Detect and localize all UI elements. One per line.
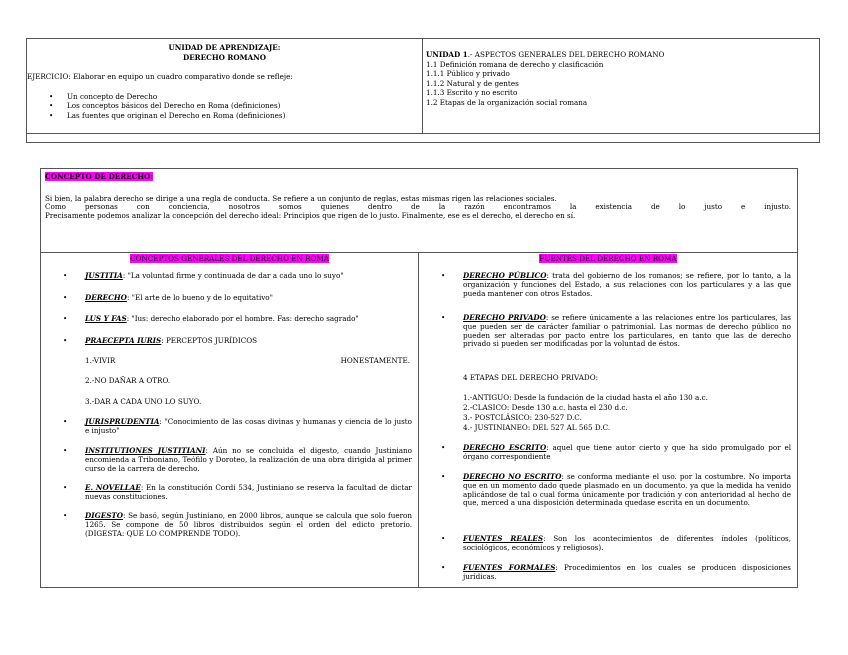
stages-title: 4 ETAPAS DEL DERECHO PRIVADO: <box>463 373 599 382</box>
stage: 1.-ANTIGUO: Desde la fundación de la ciudad hasta el año 130 a.c. <box>463 393 708 402</box>
stage: 3.- POSTCLÁSICO: 230-527 D.C. <box>463 413 582 422</box>
precept: 3.-DAR A CADA UNO LO SUYO. <box>85 397 202 406</box>
comparison-table <box>40 168 798 588</box>
topic: 1.1.2 Natural y de gentes <box>426 78 519 88</box>
precept: 1.-VIVIR <box>85 356 116 365</box>
exercise-list <box>27 92 422 121</box>
concept-line: Si bien, la palabra derecho se dirige a una regla de conducta. Se refiere a un conjunto de reglas, estas mismas rigen las relaciones sociales. <box>45 193 557 203</box>
left-heading: CONCEPTOS GENERALES DEL DERECHO EN ROMA <box>130 254 329 263</box>
stage: 2.-CLASICO: Desde 130 a.c. hasta el 230 d.c. <box>463 403 628 412</box>
precept: HONESTAMENTE. <box>340 356 410 365</box>
header-table <box>26 38 820 143</box>
right-column: FUENTES DEL DERECHO EN ROMA • DERECHO PÚBLICO: trata del gobierno de los romanos; se refiere, por lo tanto, a la organización y funciones del Estado, a sus relaciones con los particulares y a las que pueda mantener con otros Estados. • DERECHO PRIVADO: se refiere únicamente a las relaciones entre los particulares, las que pueden ser de carácter familiar o patrimonial. Las normas de derecho público no pueden ser alteradas por pacto entre los particulares, en tanto que las de derecho privado si pueden ser modificadas por la voluntad de éstos. 4 ETAPAS DEL DERECHO PRIVADO: 1.-ANTIGUO: Desde la fundación de la ciudad hasta el año 130 a.c. 2.-CLASICO: Desde 130 a.c. hasta el 230 d.c. 3.- POSTCLÁSICO: 230-527 D.C. 4.- JUSTINIANEO: DEL 527 AL 565 D.C. • DERECHO ESCRITO: aquel que tiene autor cierto y que ha sido promulgado por el órgano correspondiente • DERECHO NO ESCRITO: se conforma mediante el uso. por la costumbre. No importa que en un momento dado quede plasmado en un documento. ya que la medida ha venido aplicándose de tal o cual forma únicamente por tradición y con anterioridad al hecho de que, merced a una disposición determinada quedase escrita en un documento. • FUENTES REALES: Son los acontecimientos de diferentes índoles (políticos, sociológicos, económicos y religiosos). • FUENTES FORMALES: Procedimientos en los cuales se producen disposiciones jurídicas. <box>441 254 791 581</box>
concept-line: Como personas con conciencia, nosotros somos quienes dentro de la razón encontramos la existencia de lo justo e injusto. <box>45 202 791 212</box>
precept: 2.-NO DAÑAR A OTRO. <box>85 376 171 385</box>
right-heading: FUENTES DEL DERECHO EN ROMA <box>539 254 677 263</box>
topic: 1.2 Etapas de la organización social romana <box>426 97 588 107</box>
topic: 1.1.3 Escrito y no escrito <box>426 88 518 97</box>
topic: 1.1 Definición romana de derecho y clasificación <box>426 59 604 69</box>
list-item: • Los conceptos básicos del Derecho en Roma (definiciones) <box>27 101 422 111</box>
unit-title: UNIDAD DE APRENDIZAJE: <box>168 43 281 52</box>
unit-cell <box>27 39 423 133</box>
topics-cell <box>424 39 820 133</box>
list-item: • Un concepto de Derecho <box>27 92 422 102</box>
empty-row <box>27 133 819 144</box>
stage: 4.- JUSTINIANEO: DEL 527 AL 565 D.C. <box>463 423 611 432</box>
topic: 1.1.1 Público y privado <box>426 69 510 78</box>
concept-cell <box>41 169 797 253</box>
left-column: CONCEPTOS GENERALES DEL DERECHO EN ROMA • JUSTITIA: "La voluntad firme y continuada de dar a cada uno lo suyo" • DERECHO: "El arte de lo bueno y de lo equitativo" • LUS Y FAS: "Ius: derecho elaborado por el hombre. Fas: derecho sagrado" • PRAECEPTA IURIS: PERCEPTOS JURÍDICOS 1.-VIVIR HONESTAMENTE. 2.-NO DAÑAR A OTRO. 3.-DAR A CADA UNO LO SUYO. • JURISPRUDENTIA: "Conocimiento de las cosas divinas y humanas y ciencia de lo justo e injusto" • INSTITUTIONES JUSTITIANI: Aún no se concluida el digesto, cuando Justiniano encomienda a Triboniano, Teófilo y Doroteo, la realización de una obra dirigida al primer curso de la carrera de derecho. • E. NOVELLAE: En la constitución Cordi 534, Justiniano se reserva la facultad de dictar nuevas constituciones. • DIGESTO: Se basó, según Justiniano, en 2000 libros, aunque se calcula que solo fueron 1265. Se compone de 50 libros distribuidos según el orden del edicto pretorio. (DIGESTA: QUE LO COMPRENDE TODO). <box>41 253 419 587</box>
unit1-title: UNIDAD 1.- ASPECTOS GENERALES DEL DERECHO ROMANO <box>426 50 665 59</box>
exercise-line: EJERCICIO: Elaborar en equipo un cuadro comparativo donde se refleje: <box>27 72 293 81</box>
list-item: • Las fuentes que originan el Derecho en Roma (definiciones) <box>27 111 422 121</box>
unit-subtitle: DERECHO ROMANO <box>182 52 267 62</box>
concept-heading: CONCEPTO DE DERECHO: <box>45 172 154 181</box>
concept-line: Precisamente podemos analizar la concepción del derecho ideal: Principios que rigen de lo justo. Finalmente, ese es el derecho, el derecho en sí. <box>45 210 576 220</box>
